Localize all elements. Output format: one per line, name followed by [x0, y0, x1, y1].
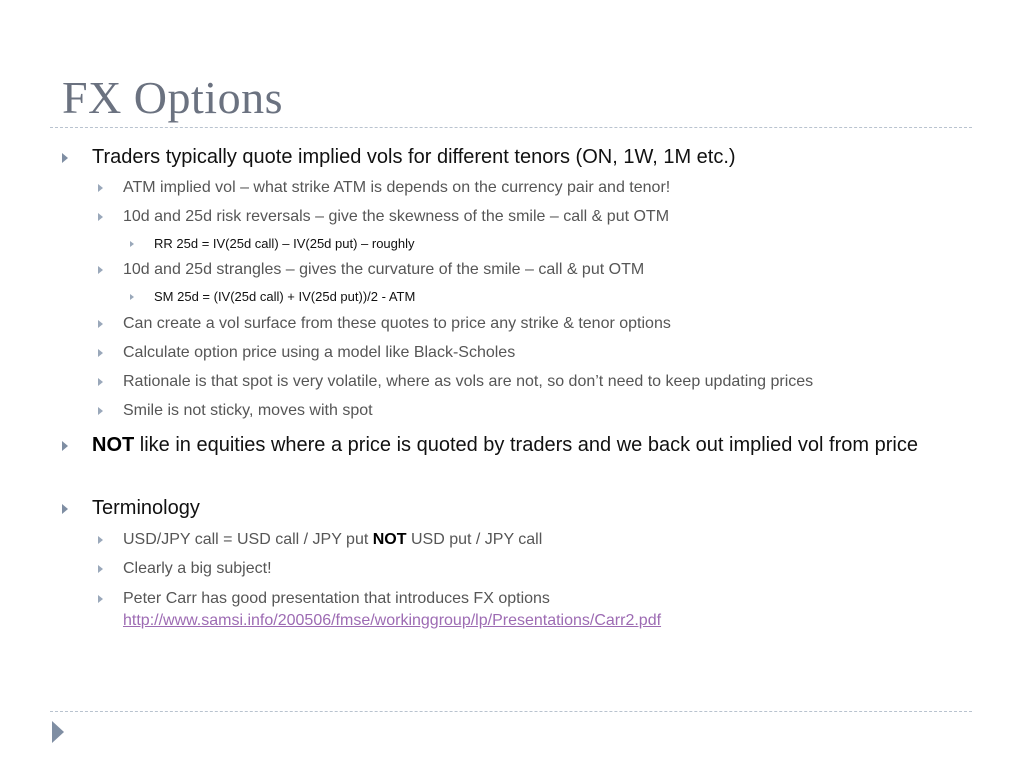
carr-presentation-link[interactable]: http://www.samsi.info/200506/fmse/workinggroup/lp/Presentations/Carr2.pdf: [123, 612, 662, 629]
sub-bullet-vol-surface: [123, 313, 953, 335]
bullet-text: ATM implied vol – what strike ATM is depends on the currency pair and tenor!: [123, 179, 671, 196]
bullet-text: SM 25d = (IV(25d call) + IV(25d put))/2 - ATM: [154, 289, 416, 304]
sub-bullet-risk-reversals: [123, 206, 953, 228]
bullet-tenors: [92, 144, 952, 171]
slide-title: FX Options: [62, 72, 283, 123]
bullet-arrow-icon: [62, 441, 68, 451]
emphasis-not: NOT: [372, 531, 407, 548]
bullet-arrow-icon: [98, 213, 103, 221]
bullet-arrow-icon: [98, 378, 103, 386]
bullet-text: Peter Carr has good presentation that introduces FX options: [123, 590, 550, 607]
title-divider: [50, 127, 972, 128]
sub-bullet-rationale: [123, 371, 953, 393]
bullet-text: Terminology: [92, 497, 200, 519]
sub-bullet-usdjpy: [123, 529, 953, 551]
bullet-text: Traders typically quote implied vols for different tenors (ON, 1W, 1M etc.): [92, 146, 736, 168]
sub-bullet-atm: [123, 177, 953, 199]
bullet-text: Smile is not sticky, moves with spot: [123, 402, 373, 419]
bullet-arrow-icon: [98, 184, 103, 192]
emphasis-not: NOT: [92, 434, 135, 456]
sub-sub-bullet-sm: [154, 288, 954, 306]
sub-bullet-strangles: [123, 259, 953, 281]
bullet-text: 10d and 25d strangles – gives the curvature of the smile – call & put OTM: [123, 261, 645, 278]
play-triangle-icon[interactable]: [52, 721, 64, 743]
bullet-not-equities: [92, 432, 942, 459]
bullet-arrow-icon: [98, 349, 103, 357]
sub-bullet-calculate: [123, 342, 953, 364]
bullet-arrow-icon: [62, 153, 68, 163]
sub-sub-bullet-rr: [154, 235, 954, 253]
sub-bullet-smile: [123, 400, 953, 422]
bullet-arrow-icon: [130, 294, 134, 300]
footer-divider: [50, 711, 972, 712]
sub-bullet-big-subject: [123, 558, 953, 580]
bullet-text: Clearly a big subject!: [123, 560, 272, 577]
bullet-terminology: [92, 495, 952, 522]
bullet-arrow-icon: [62, 504, 68, 514]
bullet-text: Rationale is that spot is very volatile, where as vols are not, so don’t need to keep updating prices: [123, 373, 814, 390]
bullet-arrow-icon: [98, 536, 103, 544]
bullet-arrow-icon: [98, 565, 103, 573]
bullet-text-pre: USD/JPY call = USD call / JPY put: [123, 531, 373, 548]
bullet-arrow-icon: [98, 407, 103, 415]
bullet-text: Can create a vol surface from these quotes to price any strike & tenor options: [123, 315, 671, 332]
bullet-text: like in equities where a price is quoted by traders and we back out implied vol from price: [134, 434, 918, 456]
bullet-arrow-icon: [98, 320, 103, 328]
bullet-text: RR 25d = IV(25d call) – IV(25d put) – roughly: [154, 236, 415, 251]
bullet-text: Calculate option price using a model like Black-Scholes: [123, 344, 516, 361]
bullet-text: 10d and 25d risk reversals – give the skewness of the smile – call & put OTM: [123, 208, 670, 225]
bullet-text-post: USD put / JPY call: [406, 531, 543, 548]
sub-bullet-peter-carr: [123, 588, 953, 632]
bullet-arrow-icon: [130, 241, 134, 247]
bullet-arrow-icon: [98, 595, 103, 603]
bullet-arrow-icon: [98, 266, 103, 274]
